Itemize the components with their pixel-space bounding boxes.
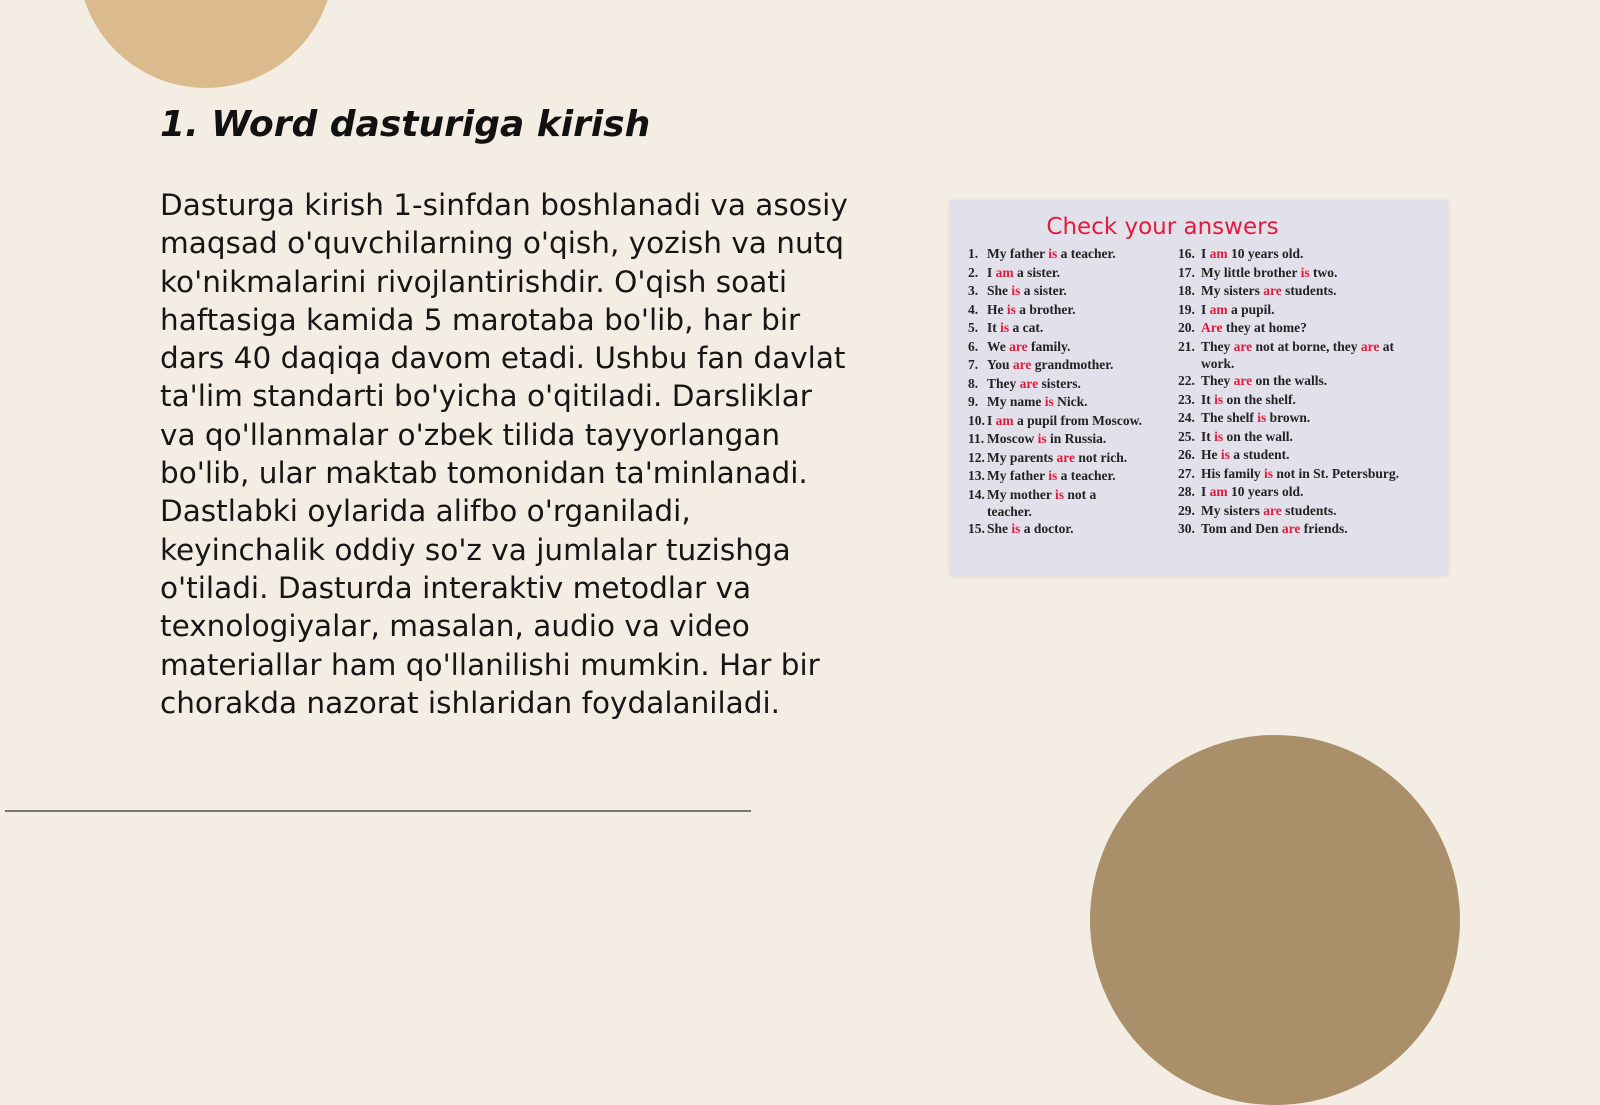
answer-verb: are (1360, 338, 1380, 354)
answer-number: 2. (968, 264, 979, 280)
answer-text: on the shelf. (1223, 391, 1296, 407)
answer-number: 6. (968, 338, 979, 354)
answer-verb: are (1019, 375, 1039, 391)
answer-verb: is (1220, 447, 1230, 462)
answer-number: 12. (968, 449, 985, 465)
answer-verb: is (1257, 410, 1267, 425)
answer-text: on the wall. (1223, 428, 1293, 444)
answer-text: on the walls. (1252, 373, 1328, 388)
answers-list-left (968, 245, 1176, 539)
answer-text: students. (1281, 502, 1337, 518)
answer-item (1178, 282, 1440, 301)
answer-verb: are (1233, 373, 1253, 388)
answer-text: My parents (987, 449, 1057, 465)
answer-number: 8. (968, 375, 979, 391)
answer-number: 29. (1178, 502, 1195, 518)
answer-item (968, 245, 1176, 264)
answer-text: family. (1027, 338, 1071, 354)
answer-item (1178, 301, 1440, 320)
answer-text: I (987, 264, 996, 280)
answer-text: I (1201, 301, 1210, 317)
answer-text: students. (1281, 283, 1337, 298)
answer-verb: is (1044, 394, 1054, 409)
answer-text: a student. (1229, 447, 1290, 462)
answer-item (968, 430, 1176, 449)
divider-line (5, 810, 751, 812)
answer-number: 24. (1178, 410, 1195, 425)
answer-text-continued: work. (1201, 356, 1235, 371)
answer-text: My sisters (1201, 283, 1264, 298)
answer-number: 3. (968, 283, 979, 298)
slide-body-text: Dasturga kirish 1-sinfdan boshlanadi va asosiy maqsad o'quvchilarning o'qish, yozish va nutq ko'nikmalarini rivojlantirishdir. O'qish soati haftasiga kamida 5 marotaba bo'lib, har bir dars 40 daqiqa davom etadi. Ushbu fan davlat ta'lim standarti bo'yicha o'qitiladi. Darsliklar va qo'llanmalar o'zbek tilida tayyorlangan bo'lib, ular maktab tomonidan ta'minlanadi. Dastlabki oylarida alifbo o'rganiladi, keyinchalik oddiy so'z va jumlalar tuzishga o'tiladi. Dasturda interaktiv metodlar va texnologiyalar, masalan, audio va video materiallar ham qo'llanilishi mumkin. Har bir chorakda nazorat ishlaridan foydalaniladi. (160, 188, 848, 720)
answer-verb: are (1056, 449, 1075, 465)
answer-text: They (1201, 338, 1234, 354)
answer-item (1178, 245, 1440, 264)
answer-item (968, 301, 1176, 320)
answer-verb: is (1214, 428, 1224, 444)
answer-text: not in St. Petersburg. (1273, 465, 1400, 481)
answer-text: Tom and Den (1201, 521, 1282, 536)
answer-item (968, 393, 1176, 412)
answer-verb: am (995, 264, 1014, 280)
answer-text: two. (1309, 264, 1338, 280)
answer-verb: Are (1201, 320, 1223, 335)
answer-verb: is (1300, 264, 1310, 280)
answer-text: His family (1201, 465, 1264, 481)
answer-number: 23. (1178, 391, 1195, 407)
answer-number: 7. (968, 357, 979, 372)
answer-number: 16. (1178, 246, 1195, 261)
answer-number: 30. (1178, 521, 1195, 536)
answer-number: 9. (968, 394, 979, 409)
answer-text: My father (987, 246, 1049, 261)
answer-text: He (987, 301, 1007, 317)
answer-item (1178, 372, 1440, 391)
answer-number: 18. (1178, 283, 1195, 298)
answer-text: Moscow (987, 431, 1038, 446)
answer-number: 26. (1178, 447, 1195, 462)
answer-item (1178, 428, 1440, 447)
decorative-circle-bottom (1090, 735, 1460, 1105)
answer-text: My name (987, 394, 1045, 409)
answer-number: 28. (1178, 484, 1195, 499)
answer-number: 22. (1178, 373, 1195, 388)
answer-text: friends. (1300, 521, 1348, 536)
answer-item (1178, 319, 1440, 338)
answer-number: 27. (1178, 465, 1195, 481)
answer-item (1178, 264, 1440, 283)
decorative-circle-top (78, 0, 334, 88)
answer-verb: am (1209, 246, 1228, 261)
answers-title: Check your answers (1046, 214, 1279, 240)
answer-text: a brother. (1015, 301, 1076, 317)
answer-text: They (987, 375, 1020, 391)
answer-verb: is (1048, 246, 1058, 261)
answer-item (968, 412, 1176, 431)
answer-verb: is (1011, 283, 1021, 298)
answer-text: a teacher. (1057, 468, 1116, 483)
answer-text: It (987, 320, 1001, 335)
answer-number: 11. (968, 431, 985, 446)
answer-text: They (1201, 373, 1234, 388)
answer-verb: is (1264, 465, 1274, 481)
answer-item (1178, 502, 1440, 521)
answer-text: a sister. (1013, 264, 1061, 280)
answer-verb: am (1209, 301, 1228, 317)
answer-text: a cat. (1009, 320, 1044, 335)
answer-text: not at borne, they (1252, 338, 1361, 354)
answer-item (1178, 391, 1440, 410)
answer-verb: are (1263, 283, 1282, 298)
answer-text: My sisters (1201, 502, 1264, 518)
answer-text: It (1201, 428, 1215, 444)
answer-text: He (1201, 447, 1221, 462)
answer-item (968, 449, 1176, 468)
answer-text: not rich. (1075, 449, 1128, 465)
answer-text: We (987, 338, 1010, 354)
answer-text: at (1379, 338, 1395, 354)
answer-item (968, 486, 1176, 521)
answer-item (1178, 338, 1440, 373)
answer-verb: is (1000, 320, 1010, 335)
answer-text: a sister. (1020, 283, 1067, 298)
answer-number: 5. (968, 320, 979, 335)
answer-text: grandmother. (1031, 357, 1114, 372)
answer-text: My father (987, 468, 1049, 483)
answer-text: sisters. (1038, 375, 1081, 391)
answer-text: a pupil from Moscow. (1013, 412, 1143, 428)
answer-text: You (987, 357, 1013, 372)
answer-number: 19. (1178, 301, 1195, 317)
answer-text: My mother (987, 486, 1055, 502)
answer-text: The shelf (1201, 410, 1258, 425)
answer-verb: is (1054, 486, 1064, 502)
answer-item (968, 467, 1176, 486)
answer-text: not a (1064, 486, 1097, 502)
answer-item (968, 282, 1176, 301)
answer-number: 10. (968, 412, 985, 428)
answer-item (968, 264, 1176, 283)
answer-item (1178, 409, 1440, 428)
answer-item (968, 319, 1176, 338)
answer-item (968, 375, 1176, 394)
answer-number: 20. (1178, 320, 1195, 335)
answer-number: 13. (968, 468, 985, 483)
answer-number: 4. (968, 301, 979, 317)
answer-number: 15. (968, 521, 985, 536)
answer-text: Nick. (1053, 394, 1088, 409)
answer-number: 1. (968, 246, 979, 261)
answer-text: a pupil. (1227, 301, 1275, 317)
answer-text: She (987, 283, 1012, 298)
answer-verb: am (995, 412, 1014, 428)
answer-text: I (1201, 484, 1210, 499)
answer-text: My little brother (1201, 264, 1301, 280)
answer-item (968, 356, 1176, 375)
answer-item (1178, 446, 1440, 465)
answer-text: a teacher. (1057, 246, 1116, 261)
answer-number: 21. (1178, 338, 1195, 354)
answer-number: 14. (968, 486, 985, 502)
answer-text: It (1201, 391, 1215, 407)
answer-item (968, 520, 1176, 539)
answer-verb: is (1006, 301, 1016, 317)
answer-text: She (987, 521, 1012, 536)
answer-number: 17. (1178, 264, 1195, 280)
answer-verb: am (1209, 484, 1228, 499)
answer-verb: are (1012, 357, 1032, 372)
answer-verb: is (1214, 391, 1224, 407)
answer-text: a doctor. (1020, 521, 1074, 536)
answer-text: in Russia. (1046, 431, 1107, 446)
slide-title: 1. Word dasturiga kirish (160, 104, 651, 145)
answer-verb: are (1281, 521, 1301, 536)
answer-item (1178, 465, 1440, 484)
answer-verb: are (1233, 338, 1253, 354)
answer-item (1178, 483, 1440, 502)
answer-item (1178, 520, 1440, 539)
answer-text: 10 years old. (1227, 246, 1304, 261)
answer-text-continued: teacher. (987, 504, 1032, 519)
answer-verb: are (1009, 338, 1028, 354)
answer-item (968, 338, 1176, 357)
answers-list-right (1178, 245, 1440, 539)
answer-text: 10 years old. (1227, 484, 1304, 499)
answer-verb: are (1263, 502, 1282, 518)
answer-verb: is (1011, 521, 1021, 536)
answer-number: 25. (1178, 428, 1195, 444)
answer-text: I (1201, 246, 1210, 261)
answer-text: they at home? (1222, 320, 1307, 335)
answer-verb: is (1037, 431, 1047, 446)
answers-image (950, 200, 1448, 575)
answer-verb: is (1048, 468, 1058, 483)
answer-text: brown. (1266, 410, 1311, 425)
answer-text: I (987, 412, 996, 428)
